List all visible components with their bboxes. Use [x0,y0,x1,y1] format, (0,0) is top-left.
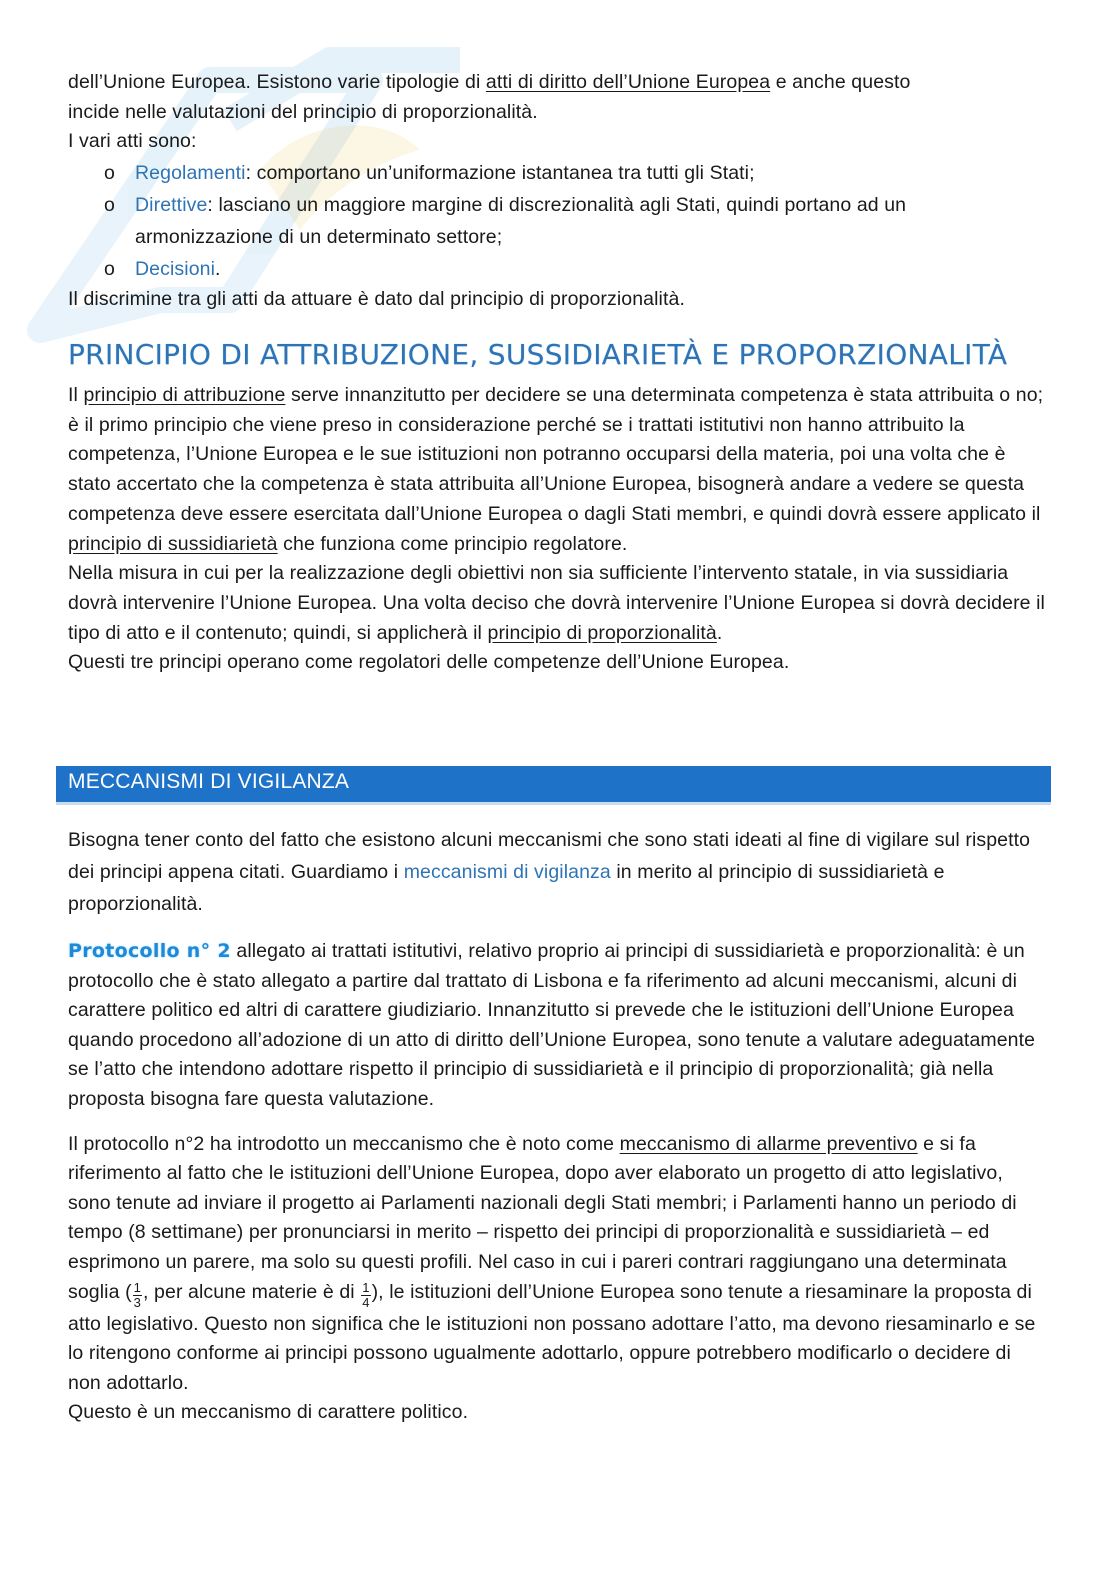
paragraph: Questo è un meccanismo di carattere politico. [68,1401,469,1424]
underlined-term: atti di diritto dell’Unione Europea [485,71,771,93]
text-run: in merito al principio di sussidiarietà e proporzionalità. [68,861,945,915]
text-run: allegato ai trattati istitutivi, relativo proprio ai principi di sussidiarietà e proporzionalità: è un protocollo che è stato allegato a partire dal trattato di Lisbona e fa riferimento ad alcuni meccanismi, alcuni di carattere politico ed altri di carattere giudiziario. Innanzitutto si prevede che le istituzioni dell’Unione Europea quando procedono all’adozione di un atto di diritto dell’Unione Europea, sono tenute a valutare adeguatamente se l’atto che intendono adottare rispetto il principio di sussidiarietà e il principio di proporzionalità; già nella proposta bisogna fare questa valutazione. [68,940,1036,1110]
item-description: : comportano un’uniformazione istantanea tra tutti gli Stati; [245,162,755,185]
text-run: . [716,621,723,644]
paragraph: Questi tre principi operano come regolatori delle competenze dell’Unione Europea. [68,651,790,674]
text-run: Nella misura in cui per la realizzazione degli obiettivi non sia sufficiente l’intervento statale, in via sussidiaria dovrà intervenire l’Unione Europea. Una volta deciso che dovrà intervenire l’Unione Europea si dovrà decidere il tipo di atto e il contenuto; quindi, si applicherà il [68,562,1045,644]
fraction-one-third [133,1281,142,1310]
section-heading-principi: PRINCIPIO DI ATTRIBUZIONE, SUSSIDIARIETÀ E PROPORZIONALITÀ [68,338,1008,371]
intro-block [68,68,1048,315]
text-run: , per alcune materie è di [143,1280,361,1303]
text-run: dell’Unione Europea. Esistono varie tipologie di [68,71,486,93]
fraction-denominator: 3 [133,1294,142,1310]
banner-title: MECCANISMI DI VIGILANZA [68,770,350,793]
text-run: Il [68,384,84,406]
paragraph [68,937,1048,1115]
list-item [68,253,1048,285]
text-run: serve innanzitutto per decidere se una determinata competenza è stata attribuita o no; è il primo principio che viene preso in considerazione perché se i trattati istitutivi non hanno attribuito la competenza, l’Unione Europea e le sue istituzioni non potranno occuparsi della materia, poi una volta che è stato accertato che la competenza è stata attribuita all’Unione Europea, bisognerà andare a vedere se questa competenza deve essere esercitata dall’Unione Europea o dagli Stati membri, e quindi dovrà essere applicato il [68,384,1044,525]
section2-body [68,824,1048,1428]
bullet-marker: o [104,258,115,281]
intro-line-2: incide nelle valutazioni del principio di proporzionalità. [68,100,538,123]
list-item [68,189,1048,253]
list-item [68,157,1048,189]
paragraph [68,381,1048,559]
paragraph [68,824,1048,920]
fraction-denominator: 4 [362,1294,370,1310]
fraction-one-quarter [361,1281,370,1310]
bullet-marker: o [104,194,115,217]
paragraph-spacer [68,1115,1048,1130]
text-run: Bisogna tener conto del fatto che esistono alcuni meccanismi che sono stati ideati al fine di vigilare sul rispetto dei principi appena citati. Guardiamo i [68,829,1031,883]
intro-line-1 [68,68,1048,98]
acts-list [68,157,1048,285]
text-run: che funziona come principio regolatore. [277,532,628,555]
protocol-label: Protocollo n° 2 [68,940,231,962]
intro-closing: Il discrimine tra gli atti da attuare è dato dal principio di proporzionalità. [68,288,685,311]
text-run: e anche questo [770,71,911,93]
paragraph [68,1130,1048,1399]
paragraph-spacer [68,920,1048,937]
underlined-term: principio di sussidiarietà [68,532,278,555]
text-run: Il protocollo n°2 ha introdotto un meccanismo che è noto come [68,1132,620,1155]
term-direttive: Direttive [135,194,208,217]
term-decisioni: Decisioni [135,258,216,281]
underlined-term: principio di proporzionalità [487,621,717,644]
intro-line-3: I vari atti sono: [68,130,197,153]
section1-body [68,381,1048,678]
section-banner-vigilanza [56,766,1051,805]
fraction-numerator: 1 [133,1279,142,1295]
bullet-marker: o [104,162,115,185]
term-regolamenti: Regolamenti [135,162,246,185]
paragraph [68,559,1048,648]
item-description: : lasciano un maggiore margine di discrezionalità agli Stati, quindi portano ad un armonizzazione di un determinato settore; [135,194,907,249]
underlined-term: principio di attribuzione [83,384,286,406]
text-run: e si fa riferimento al fatto che le istituzioni dell’Unione Europea, dopo aver elaborato un progetto di atto legislativo, sono tenute ad inviare il progetto ai Parlamenti nazionali degli Stati membri; i Parlamenti hanno un periodo di tempo (8 settimane) per pronunciarsi in merito – rispetto dei principi di proporzionalità e sussidiarietà – ed esprimono un parere, ma solo su questi profili. Nel caso in cui i pareri contrari raggiungano una determinata soglia ( [68,1132,1017,1303]
fraction-numerator: 1 [362,1279,370,1295]
text-run: ), le istituzioni dell’Unione Europea sono tenute a riesaminare la proposta di atto legislativo. Questo non significa che le istituzioni non possano adottare l’atto, ma devono riesaminarlo e se lo ritengono conforme ai principi possono ugualmente adottarlo, oppure potrebbero modificarlo o decidere di non adottarlo. [68,1280,1036,1394]
item-description: . [215,258,221,281]
highlighted-term: meccanismi di vigilanza [403,861,611,883]
underlined-term: meccanismo di allarme preventivo [619,1132,918,1155]
